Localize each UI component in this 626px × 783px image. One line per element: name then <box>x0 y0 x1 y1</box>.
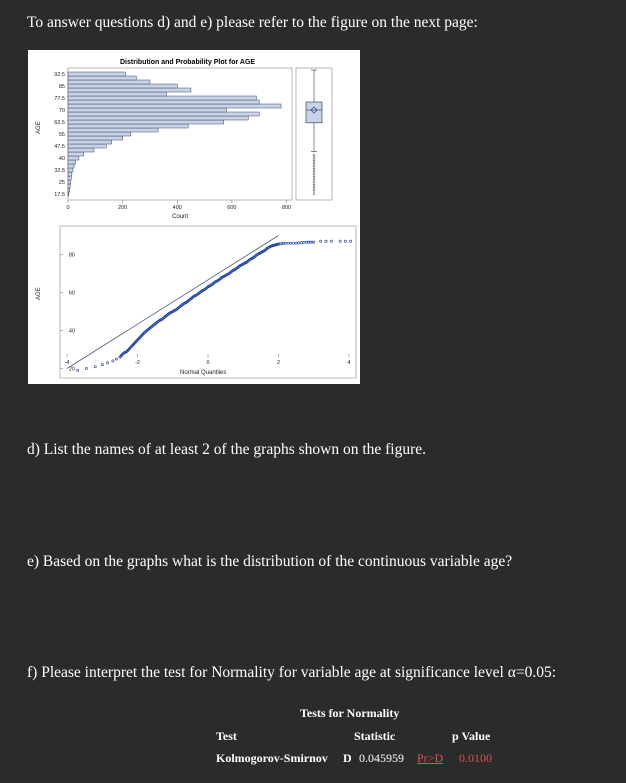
histogram-bar <box>68 176 71 180</box>
row-statistic: 0.045959 <box>359 751 404 765</box>
qq-point <box>344 240 346 242</box>
histogram-bar <box>68 184 70 188</box>
histogram-x-tick-label: 0 <box>66 205 70 211</box>
row-pvalue: 0.0100 <box>459 751 492 765</box>
normality-table-title: Tests for Normality <box>300 706 400 720</box>
qq-point <box>339 240 341 242</box>
qq-point <box>298 242 300 244</box>
histogram-bar <box>68 160 76 164</box>
histogram-bar <box>68 92 166 96</box>
qq-point <box>290 242 292 244</box>
histogram-bar <box>68 128 158 132</box>
header-pvalue: p Value <box>452 729 491 743</box>
row-pr-label: Pr>D <box>417 751 444 765</box>
histogram-x-tick-label: 200 <box>118 205 128 211</box>
qq-reference-line <box>64 236 281 369</box>
qq-point <box>115 358 117 360</box>
histogram-bar <box>68 72 125 76</box>
qq-point <box>287 242 289 244</box>
row-test-name: Kolmogorov-Smirnov <box>216 751 328 765</box>
qq-y-tick-label: 80 <box>68 252 75 259</box>
qq-point <box>350 240 352 242</box>
histogram-y-tick-label: 40 <box>58 156 65 162</box>
histogram-bar <box>68 120 224 124</box>
intro-text: To answer questions d) and e) please refer to the figure on the next page: <box>27 14 478 31</box>
histogram-y-tick-label: 77.5 <box>54 96 65 102</box>
histogram-bar <box>68 132 131 136</box>
histogram-bar <box>68 164 74 168</box>
histogram-y-tick-label: 62.5 <box>54 120 65 126</box>
figure-title: Distribution and Probability Plot for AGE <box>120 59 256 66</box>
histogram-bar <box>68 192 69 196</box>
qq-x-tick-label: 4 <box>347 360 351 366</box>
qq-point <box>300 242 302 244</box>
histogram-y-tick-label: 70 <box>58 108 65 114</box>
histogram-bar <box>68 112 259 116</box>
histogram-bar <box>68 96 256 100</box>
histogram-bar <box>68 88 191 92</box>
histogram-bar <box>68 140 112 144</box>
qq-x-tick-label: -4 <box>64 360 70 366</box>
question-f: f) Please interpret the test for Normality for variable age at significance level α=0.05: <box>27 664 557 681</box>
histogram-x-tick-label: 400 <box>172 205 182 211</box>
qq-point <box>77 369 79 371</box>
qq-x-tick-label: 2 <box>276 360 281 366</box>
histogram-bar <box>68 136 123 140</box>
histogram-bar <box>68 84 177 88</box>
qq-points <box>77 240 352 371</box>
qq-point <box>320 240 322 242</box>
histogram-bar <box>68 100 259 104</box>
histogram-y-tick-label: 17.5 <box>54 192 65 198</box>
histogram-bar <box>68 152 84 156</box>
qq-ylabel: AGE <box>36 287 42 300</box>
figure-panel <box>28 50 360 384</box>
histogram-y-tick-label: 85 <box>58 84 65 90</box>
qq-y-tick-label: 40 <box>68 328 75 335</box>
histogram-bars <box>68 72 281 196</box>
qq-reference-line-segment <box>64 236 281 369</box>
qq-y-tick-label: 60 <box>68 290 75 297</box>
qq-point <box>292 242 294 244</box>
histogram-x-tick-label: 800 <box>281 205 292 211</box>
qq-point <box>85 367 87 369</box>
histogram-bar <box>68 188 70 192</box>
row-symbol: D <box>343 751 352 765</box>
histogram-bar <box>68 124 188 128</box>
qq-point <box>101 364 103 366</box>
histogram-bar <box>68 172 72 176</box>
histogram-bar <box>68 104 281 108</box>
qq-y-tick-label: 20 <box>68 366 75 373</box>
qq-x-tick-label: -2 <box>135 360 140 366</box>
header-statistic: Statistic <box>354 729 396 743</box>
histogram-bar <box>68 156 79 160</box>
histogram-x-tick-label: 600 <box>227 205 237 211</box>
histogram-x-ticks <box>66 200 291 211</box>
histogram-y-tick-label: 25 <box>58 180 65 186</box>
histogram-bar <box>68 148 94 152</box>
histogram-y-tick-label: 32.5 <box>54 168 65 174</box>
qq-point <box>325 240 327 242</box>
qq-point <box>295 242 297 244</box>
question-e: e) Based on the graphs what is the distribution of the continuous variable age? <box>27 553 513 570</box>
boxplot-outlier <box>313 193 315 195</box>
header-test: Test <box>216 729 237 743</box>
histogram-bar <box>68 144 106 148</box>
histogram-y-tick-label: 92.5 <box>54 72 65 78</box>
qq-point <box>112 360 114 362</box>
histogram-y-tick-label: 55 <box>58 132 65 138</box>
qq-xlabel: Normal Quantiles <box>180 370 227 376</box>
qq-point <box>94 366 96 368</box>
qq-x-tick-label: 0 <box>206 360 210 366</box>
figure-svg <box>28 50 360 384</box>
histogram-bar <box>68 180 71 184</box>
histogram-y-ticks <box>54 72 65 198</box>
histogram-xlabel: Count <box>172 214 189 220</box>
boxplot <box>306 70 322 195</box>
qq-x-ticks <box>65 354 351 366</box>
histogram-ylabel: AGE <box>36 121 42 134</box>
qq-point <box>303 241 305 243</box>
boxplot-box <box>306 102 322 123</box>
qq-point <box>330 240 332 242</box>
question-d: d) List the names of at least 2 of the graphs shown on the figure. <box>27 441 427 458</box>
histogram-bar <box>68 116 248 120</box>
histogram-bar <box>68 80 150 84</box>
histogram-bar <box>68 168 73 172</box>
qq-point <box>106 362 108 364</box>
histogram-y-tick-label: 47.5 <box>54 144 65 150</box>
qq-y-ticks <box>60 253 75 373</box>
histogram-bar <box>68 108 226 112</box>
histogram-bar <box>68 76 136 80</box>
